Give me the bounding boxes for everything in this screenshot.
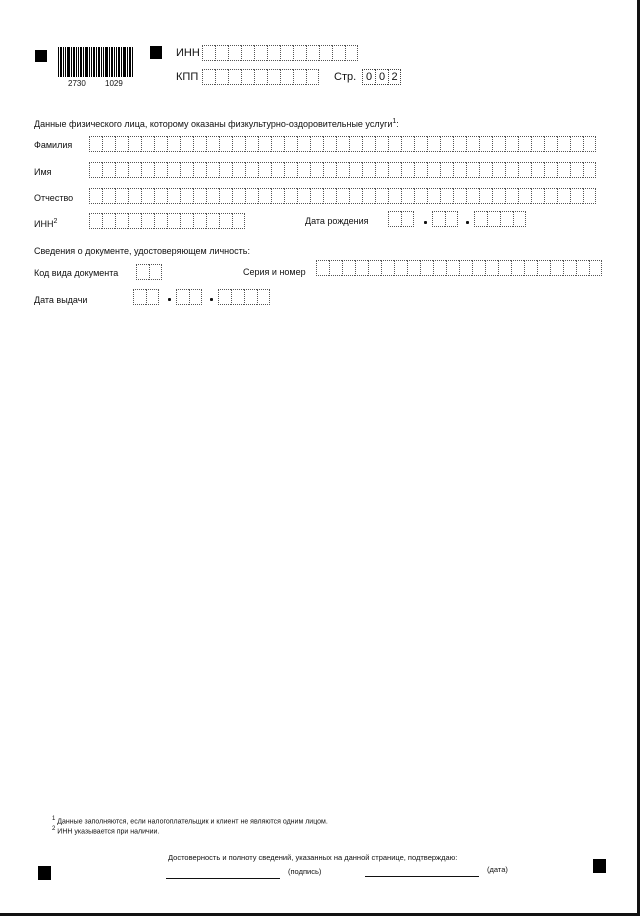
series-number-label: Серия и номер xyxy=(243,267,306,277)
series-number-cells[interactable] xyxy=(316,260,602,276)
birth-year-cells[interactable] xyxy=(474,211,526,227)
barcode-image xyxy=(58,47,134,77)
issue-date-label: Дата выдачи xyxy=(34,295,88,305)
doc-type-label: Код вида документа xyxy=(34,268,119,278)
header-inn-label: ИНН xyxy=(176,47,200,59)
person-section-title: Данные физического лица, которому оказаны физкультурно-оздоровительные услуги$^1$: xyxy=(34,118,399,129)
date-line[interactable] xyxy=(365,876,479,877)
corner-marker-bottom-left xyxy=(38,866,51,880)
footnote-number-1: 1 xyxy=(52,816,56,822)
birth-month-cells[interactable] xyxy=(432,211,458,227)
issue-day-cells[interactable] xyxy=(133,289,159,305)
issue-date-separator xyxy=(168,298,171,301)
issue-date-separator xyxy=(210,298,213,301)
page-digit: 0 xyxy=(375,69,388,85)
header-kpp-label: КПП xyxy=(176,71,199,83)
birth-date-label: Дата рождения xyxy=(305,216,369,226)
page-number-label: Стр. xyxy=(334,71,357,83)
barcode-number-right: 1029 xyxy=(105,79,123,88)
footnote-number-2: 2 xyxy=(52,826,56,832)
name-label: Имя xyxy=(34,167,52,177)
header-kpp-cells[interactable] xyxy=(202,69,319,85)
footnote-ref-1: 1 xyxy=(392,118,397,125)
corner-marker-top-center xyxy=(150,46,162,59)
footnote-1: $^1$ Данные заполняются, если налогоплательщик и клиент не являются одним лицом. xyxy=(52,816,328,826)
surname-cells[interactable] xyxy=(89,136,596,152)
surname-label: Фамилия xyxy=(34,140,73,150)
corner-marker-bottom-right xyxy=(593,859,606,873)
signature-line[interactable] xyxy=(166,878,280,879)
footnote-2: $^2$ ИНН указывается при наличии. xyxy=(52,826,160,836)
header-inn-cells[interactable] xyxy=(202,45,358,61)
issue-year-cells[interactable] xyxy=(218,289,270,305)
patronymic-cells[interactable] xyxy=(89,188,596,204)
signature-caption: (подпись) xyxy=(288,867,322,876)
corner-marker-top-left xyxy=(35,50,47,62)
issue-month-cells[interactable] xyxy=(176,289,202,305)
page-digit: 2 xyxy=(388,69,401,85)
name-cells[interactable] xyxy=(89,162,596,178)
birth-date-separator xyxy=(466,221,469,224)
doc-type-cells[interactable] xyxy=(136,264,162,280)
birth-day-cells[interactable] xyxy=(388,211,414,227)
document-section-title: Сведения о документе, удостоверяющем личность: xyxy=(34,246,250,256)
page-digit: 0 xyxy=(362,69,375,85)
barcode-number-left: 2730 xyxy=(68,79,86,88)
person-inn-cells[interactable] xyxy=(89,213,245,229)
person-inn-label: ИНН$^2$ xyxy=(34,218,58,229)
confirmation-text: Достоверность и полноту сведений, указанных на данной странице, подтверждаю: xyxy=(168,853,458,862)
birth-date-separator xyxy=(424,221,427,224)
footnote-ref-2: 2 xyxy=(53,218,58,225)
patronymic-label: Отчество xyxy=(34,193,74,203)
date-caption: (дата) xyxy=(487,865,508,874)
page-number-cells xyxy=(362,69,401,85)
